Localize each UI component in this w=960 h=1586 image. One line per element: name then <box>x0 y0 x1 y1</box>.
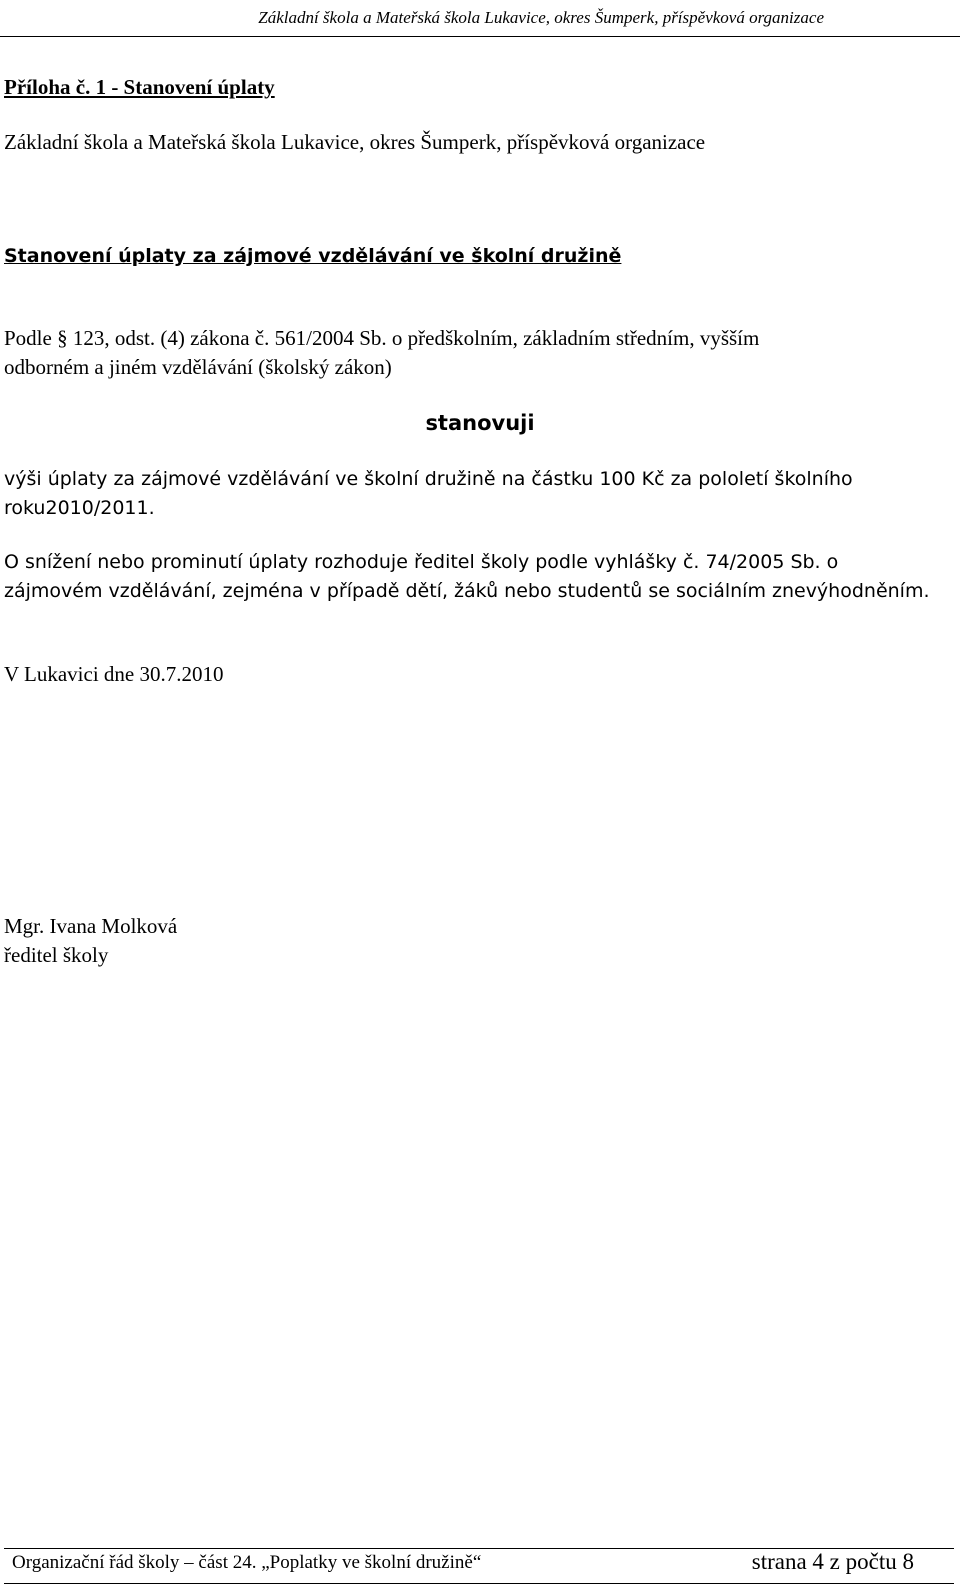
reduction-line-2: zájmovém vzdělávání, zejména v případě dětí, žáků nebo studentů se sociálním znevýhodněním. <box>4 580 930 602</box>
reduction-line-1: O snížení nebo prominutí úplaty rozhoduje ředitel školy podle vyhlášky č. 74/2005 Sb. o <box>4 551 839 573</box>
fee-line-1: výši úplaty za zájmové vzdělávání ve školní družině na částku 100 Kč za pololetí školního <box>4 468 853 490</box>
law-reference-line-2: odborném a jiném vzdělávání (školský zákon) <box>4 355 392 379</box>
decision-word: stanovuji <box>425 411 535 435</box>
page-header <box>0 6 960 37</box>
fee-line-2: roku2010/2011. <box>4 497 155 519</box>
subject-heading: Stanovení úplaty za zájmové vzdělávání ve školní družině <box>4 245 622 267</box>
school-name: Základní škola a Mateřská škola Lukavice, okres Šumperk, příspěvková organizace <box>4 130 706 154</box>
footer-document-reference: Organizační řád školy – část 24. „Poplatky ve školní družině“ <box>12 1552 482 1573</box>
page-footer <box>4 1548 954 1584</box>
header-text: Základní škola a Mateřská škola Lukavice, okres Šumperk, příspěvková organizace <box>258 8 824 27</box>
attachment-title: Příloha č. 1 - Stanovení úplaty <box>4 75 275 99</box>
signatory-name: Mgr. Ivana Molková <box>4 914 178 938</box>
law-reference-line-1: Podle § 123, odst. (4) zákona č. 561/2004 Sb. o předškolním, základním středním, vyšším <box>4 326 760 350</box>
place-date: V Lukavici dne 30.7.2010 <box>4 662 224 686</box>
signatory-role: ředitel školy <box>4 943 109 967</box>
footer-page-number: strana 4 z počtu 8 <box>751 1549 914 1574</box>
